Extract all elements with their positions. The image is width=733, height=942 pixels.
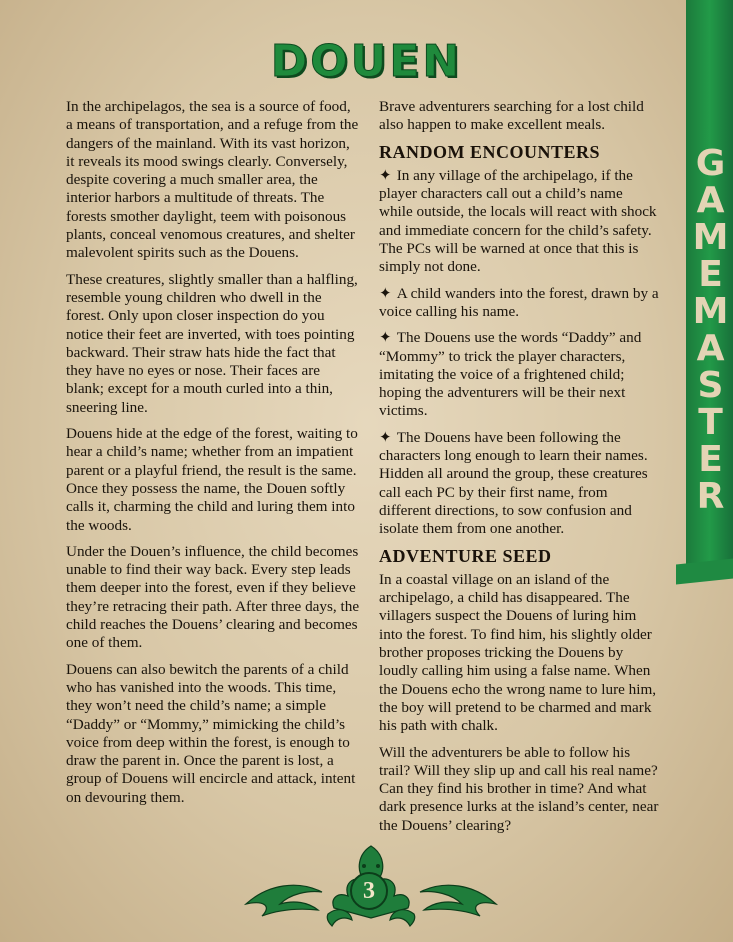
fleuron-bullet-icon: ✦ [379, 166, 392, 184]
fleuron-bullet-icon: ✦ [379, 329, 392, 347]
paragraph: These creatures, slightly smaller than a halfling, resemble young children who dwell in the forest. Only upon closer inspection do you notice their feet are inverted, with toes pointing backward. Their straw hats hide the fact that they have no eyes or nose. Their faces are blank; except for a mouth curled into a thin, sneering line. [66, 270, 358, 416]
intro-paragraph: Brave adventurers searching for a lost child also happen to make excellent meals. [379, 98, 644, 134]
paragraph: Will the adventurers be able to follow his trail? Will they slip up and call his real name? Can they find his brother in time? And what dark presence lurks at the island’s center, near the Douens’ clearing? [379, 743, 659, 834]
paragraph: In a coastal village on an island of the archipelago, a child has disappeared. The villagers suspect the Douens of luring him into the forest. To find him, his slightly older brother proposes tricking the Douens by loudly calling him using a false name. When the Douens echo the wrong name to lure him, the boy will pretend to be charmed and mark his path with chalk. [379, 570, 657, 735]
encounter-text: In any village of the archipelago, if the player characters call out a child’s name while outside, the locals will react with shock and immediate concern for the child’s safety. The PCs will be warned at once that this is simply not done. [379, 166, 657, 276]
right-column [379, 98, 660, 843]
adventure-seed-heading: ADVENTURE SEED [379, 545, 552, 566]
page-title: DOUEN [270, 36, 463, 87]
page-number-badge: 3 [350, 872, 388, 910]
encounter-item [379, 285, 660, 322]
encounter-text: The Douens have been following the characters long enough to learn their names. Hidden all around the group, these creatures call each PC by their first name, from different directions, to sow confusion and isolate them from one another. [379, 428, 648, 538]
left-column [66, 98, 360, 815]
encounter-item [379, 429, 660, 539]
paragraph: Douens hide at the edge of the forest, waiting to hear a child’s name; whether from an impatient parent or a playful friend, the result is the same. Once they possess the name, the Douen softly calls it, charming the child and luring them into the woods. [66, 425, 358, 534]
fleuron-bullet-icon: ✦ [379, 428, 392, 446]
encounter-item [379, 329, 660, 420]
paragraph: In the archipelagos, the sea is a source of food, a means of transportation, and a refuge from the dangers of the mainland. With its vast horizon, it reveals its mood swings clearly. Conversely, despite covering a much smaller area, the interior harbors a multitude of threats. The forests smother daylight, teem with poisonous plants, conceal venomous creatures, and shelter malevolent spirits such as the Douens. [66, 98, 359, 262]
encounter-text: A child wanders into the forest, drawn by a voice calling his name. [379, 284, 659, 320]
paragraph: Under the Douen’s influence, the child becomes unable to find their way back. Every step leads them deeper into the forest, even if they believe they’re retracing their path. After three days, the child reaches the Douens’ clearing and becomes one of them. [66, 542, 360, 652]
fleuron-bullet-icon: ✦ [379, 284, 392, 302]
encounter-text: The Douens use the words “Daddy” and “Mommy” to trick the player characters, imitating the voice of a frightened child; hoping the adventurers will be their next victims. [379, 329, 642, 420]
encounter-item [379, 167, 660, 277]
paragraph: Douens can also bewitch the parents of a child who has vanished into the woods. This time, they won’t need the child’s name; a simple “Daddy” or “Mommy,” mimicking the child’s voice from deep within the forest, is enough to draw the parent in. Once the parent is lost, a group of Douens will encircle and attack, intent on devouring them. [66, 660, 356, 806]
random-encounters-heading: RANDOM ENCOUNTERS [379, 141, 601, 162]
section-tab-label: GAMEMASTER [690, 143, 731, 513]
